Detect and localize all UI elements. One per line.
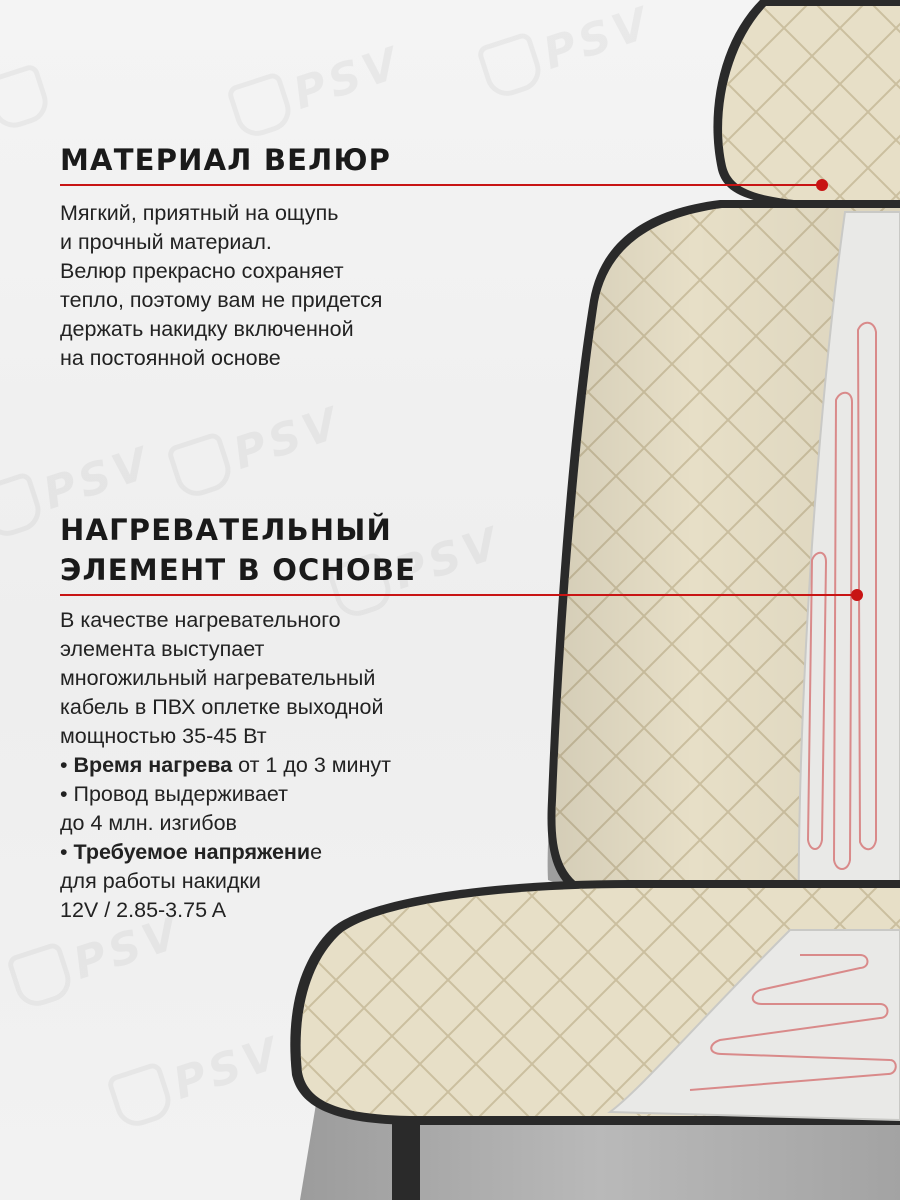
velour-line: тепло, поэтому вам не придется bbox=[60, 288, 383, 312]
velour-line: Велюр прекрасно сохраняет bbox=[60, 259, 344, 283]
spec-value: е bbox=[310, 840, 323, 864]
heating-line: многожильный нагревательный bbox=[60, 666, 376, 690]
velour-line: держать накидку включенной bbox=[60, 317, 354, 341]
heating-title bbox=[60, 510, 580, 590]
spec-label: Время нагрева bbox=[73, 753, 233, 777]
spec-item bbox=[60, 867, 580, 896]
spec-item bbox=[60, 809, 580, 838]
spec-item bbox=[60, 780, 580, 809]
spec-value: до 4 млн. изгибов bbox=[60, 811, 237, 835]
bullet-mark: • bbox=[60, 782, 68, 806]
heating-description bbox=[60, 606, 580, 925]
headrest bbox=[713, 0, 900, 212]
heating-element-section bbox=[60, 510, 580, 925]
cushion-strap bbox=[392, 1120, 420, 1200]
spec-item bbox=[60, 838, 580, 867]
heating-line: мощностью 35-45 Вт bbox=[60, 724, 267, 748]
spec-value: для работы накидки bbox=[60, 869, 261, 893]
heating-line: элемента выступает bbox=[60, 637, 265, 661]
heating-line: кабель в ПВХ оплетке выходной bbox=[60, 695, 384, 719]
callout-dot-velour bbox=[816, 179, 828, 191]
spec-value: 12V / 2.85-3.75 A bbox=[60, 898, 227, 922]
bullet-mark: • bbox=[60, 840, 68, 864]
velour-material-section bbox=[60, 140, 580, 373]
velour-line: Мягкий, приятный на ощупь bbox=[60, 201, 339, 225]
spec-label: Требуемое напряжени bbox=[73, 840, 311, 864]
bullet-mark: • bbox=[60, 753, 68, 777]
callout-dot-heater bbox=[851, 589, 863, 601]
velour-line: и прочный материал. bbox=[60, 230, 272, 254]
spec-item bbox=[60, 751, 580, 780]
velour-description bbox=[60, 199, 580, 373]
heating-line: В качестве нагревательного bbox=[60, 608, 341, 632]
heating-title-line: ЭЛЕМЕНТ В ОСНОВЕ bbox=[60, 553, 417, 587]
spec-value: Провод выдерживает bbox=[73, 782, 289, 806]
velour-title: МАТЕРИАЛ ВЕЛЮР bbox=[60, 143, 392, 177]
velour-line: на постоянной основе bbox=[60, 346, 281, 370]
heating-specs-list bbox=[60, 751, 580, 925]
spec-item bbox=[60, 896, 580, 925]
spec-value: от 1 до 3 минут bbox=[232, 753, 392, 777]
heating-title-line: НАГРЕВАТЕЛЬНЫЙ bbox=[60, 513, 392, 547]
